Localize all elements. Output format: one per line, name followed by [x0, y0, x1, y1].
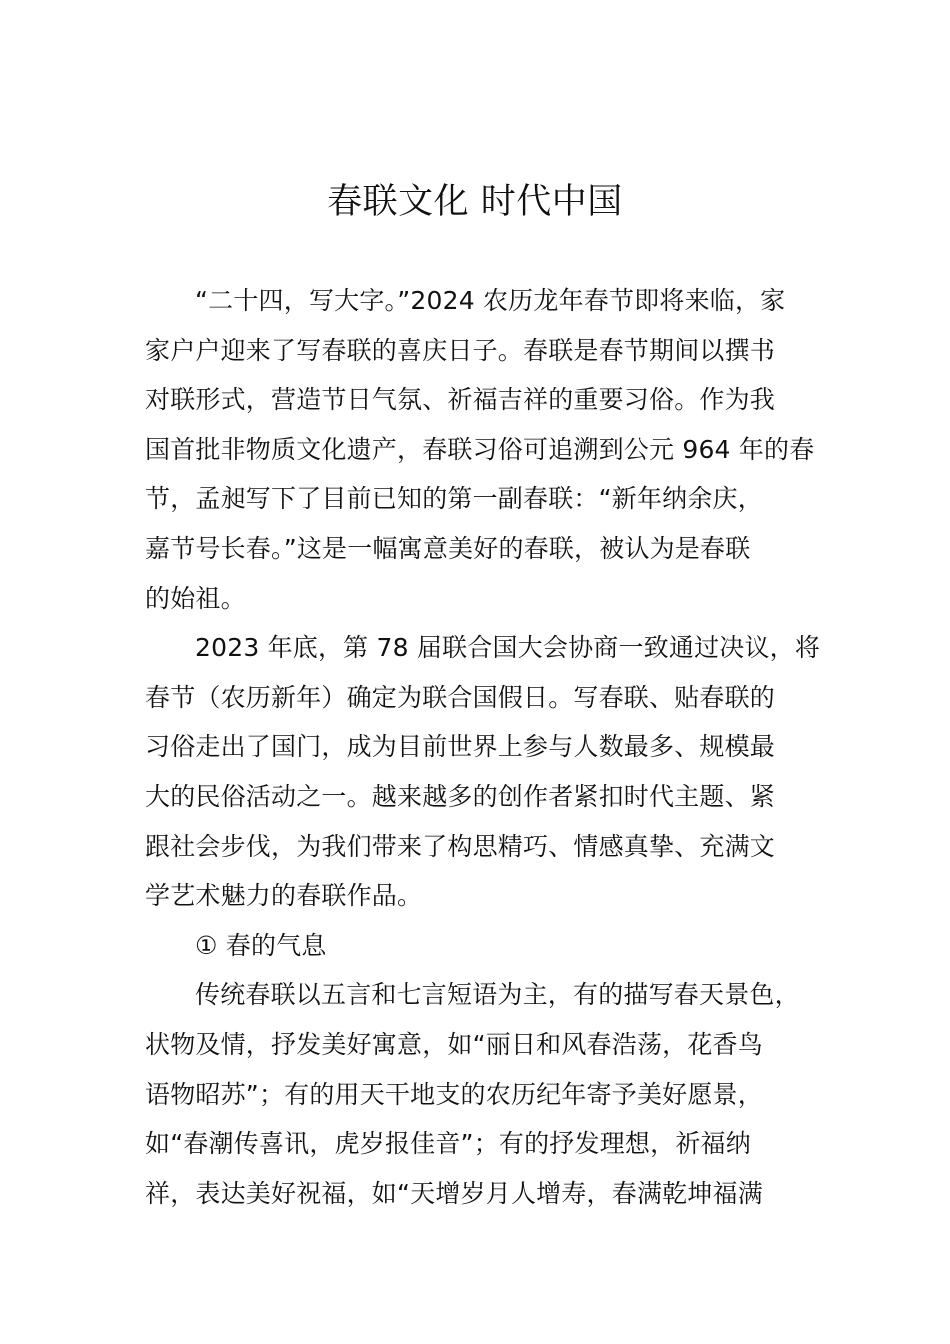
text-line: 春节（农历新年）确定为联合国假日。写春联、贴春联的 [145, 682, 776, 712]
text-line: 跟社会步伐，为我们带来了构思精巧、情感真挚、充满文 [145, 831, 776, 861]
section-heading: ① 春的气息 [195, 930, 327, 960]
text-line: 嘉节号长春。”这是一幅寓意美好的春联，被认为是春联 [145, 533, 751, 563]
text-line: 的始祖。 [145, 583, 246, 613]
text-line: 祥，表达美好祝福，如“天增岁月人增寿，春满乾坤福满 [145, 1178, 763, 1208]
text-line: 传统春联以五言和七言短语为主，有的描写春天景色， [195, 980, 800, 1010]
document-title: 春联文化 时代中国 [327, 182, 623, 222]
text-line: 状物及情，抒发美好寓意，如“丽日和风春浩荡，花香鸟 [145, 1029, 763, 1059]
text-line: 大的民俗活动之一。越来越多的创作者紧扣时代主题、紧 [145, 781, 776, 811]
text-line: 节，孟昶写下了目前已知的第一副春联：“新年纳余庆， [145, 484, 763, 514]
text-line: 2023 年底，第 78 届联合国大会协商一致通过决议，将 [195, 633, 821, 663]
text-line: 学艺术魅力的春联作品。 [145, 881, 423, 911]
document-body [145, 276, 845, 1218]
text-line: 国首批非物质文化遗产，春联习俗可追溯到公元 964 年的春 [145, 434, 815, 464]
text-line: “二十四，写大字。”2024 农历龙年春节即将来临，家 [195, 286, 786, 315]
text-line: 习俗走出了国门，成为目前世界上参与人数最多、规模最 [145, 732, 776, 762]
text-line: 家户户迎来了写春联的喜庆日子。春联是春节期间以撰书 [145, 335, 776, 365]
text-line: 语物昭苏”；有的用天干地支的农历纪年寄予美好愿景， [145, 1079, 763, 1109]
text-line: 如“春潮传喜讯，虎岁报佳音”；有的抒发理想，祈福纳 [145, 1129, 751, 1159]
text-line: 对联形式，营造节日气氛、祈福吉祥的重要习俗。作为我 [145, 385, 776, 415]
